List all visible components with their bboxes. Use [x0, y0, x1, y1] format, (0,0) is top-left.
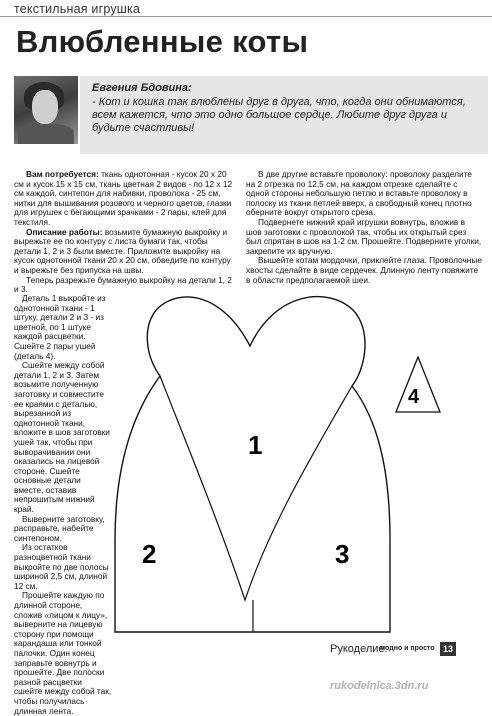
materials-label: Вам потребуется: [26, 169, 99, 179]
work-paragraph-7: Прошейте каждую по длинной стороне, сложив «лицом к лицу», выверните на лицевую сторону при помощи карандаша или тонкой палочки. Один конец заправьте вовнутрь и прошейте. Две полоски разной расцветки сшейте между собой так, чтобы получилась длинная лента. [14, 590, 112, 716]
work-paragraph-1: возьмите бумажную выкройку и вырежьте ее по контуру с листа бумаги так, чтобы детали 1, 2 и 3 были вместе. Приложите выкройку на кусок однотонной ткани 20 х 20 см, обведите по контуру и вырежьте без припуска на швы. [14, 226, 231, 275]
piece-label-1: 1 [248, 430, 263, 460]
right-paragraph-1: В две другие вставьте проволоку: проволоку разделите на 2 отрезка по 12,5 см, на каждом отрезке сделайте с одной стороны небольшую петлю и вставьте проволоку в полоску из ткани петлей вверх, а свободный конец плотно оберните вокруг открытого среза. [246, 169, 472, 218]
watermark: rukodelnica.3dn.ru [330, 680, 429, 692]
work-paragraph-3: Деталь 1 выкройте из однотонной ткани - 1 штуку, детали 2 и 3 - из цветной, по 1 штуке каждой расцветки. Сшейте 2 пары ушей (деталь 4). [14, 293, 106, 361]
right-paragraph-3: Вышейте котам мордочки, приклейте глаза. Проволочные хвосты сделайте в виде сердечек. Длинную ленту повяжите в области предполагаемой шеи. [246, 255, 482, 285]
materials-text: ткань однотонная - кусок 20 х 20 см и кусок 15 х 15 см, ткань цветная 2 видов - по 12 х 12 см каждой, синтепон для набивки, проволока - 25 см, нитки для вышивания розового и черного цветов, глазки для игрушек с бегающими зрачками - 2 пары, клей для текстиля. [14, 169, 233, 227]
author-quote: - Кот и кошка так влюблены друг в друга, что, когда они обнимаются, всем кажется, что это одно большое сердце. Любите друг друга и будьте счастливы! [92, 96, 466, 134]
work-paragraph-4: Сшейте между собой детали 1, 2 и 3. Затем возьмите полученную заготовку и совместите ее краями с деталью, вырезанной из однотонной ткани, вложите в шов заготовки ушей так, чтобы при выворачивании они оказались на лицевой стороне. Сшейте основные детали вместе, оставив непрошитым нижний край. [14, 360, 110, 515]
footer-magazine: Рукоделие: [330, 643, 388, 655]
piece-label-3: 3 [335, 539, 350, 569]
pattern-outline [115, 297, 390, 632]
work-paragraph-5: Выверните заготовку, расправьте, набейте синтепоном. [14, 513, 105, 543]
work-paragraph-6: Из остатков разноцветной ткани выкройте по две полосы шириной 2,5 см, длиной 12 см. [14, 542, 109, 591]
work-paragraph-2: Теперь разрежьте бумажную выкройку на детали 1, 2 и 3. [14, 274, 232, 295]
work-label: Описание работы: [26, 226, 103, 237]
pattern-heart-divider [160, 376, 352, 600]
piece-label-2: 2 [142, 539, 157, 569]
piece-label-4: 4 [408, 386, 420, 408]
page-number: 13 [440, 642, 456, 656]
right-paragraph-2: Подвернете нижний край игрушки вовнутрь, вложив в шов заготовки с проволокой так, чтобы их открытый срез был спрятан в шов на 1-2 см. Прошейте. Подверните уголки, закрепите их вручную. [246, 216, 482, 256]
author-name: Евгения Бдовина: [92, 82, 192, 94]
section-tag: текстильная игрушка [14, 2, 141, 16]
footer-tagline: модно и просто [380, 645, 435, 652]
page-title: Влюбленные коты [16, 24, 309, 59]
